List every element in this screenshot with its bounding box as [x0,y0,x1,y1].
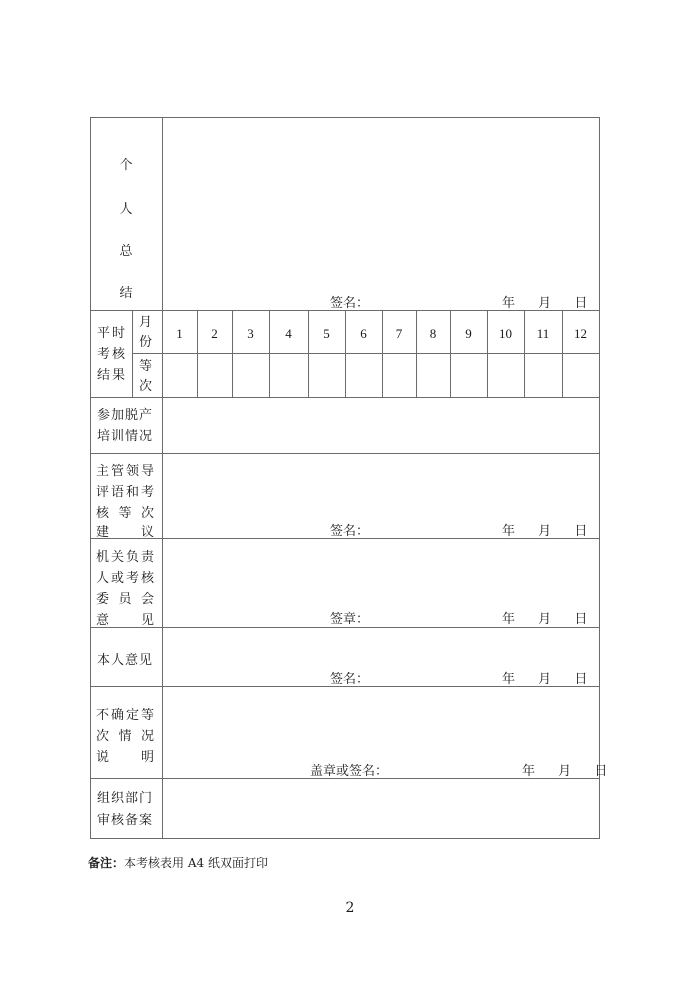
supervisor-label-line: 核 等 次 [96,506,154,521]
month-column-divider [562,310,563,397]
month-label-divider [132,310,133,397]
month-column-divider [524,310,525,397]
filing-label-line: 组织部门 [97,791,154,806]
month-header: 10 [499,326,512,341]
month-column-divider [382,310,383,397]
committee-label-line: 意 见 [96,613,154,628]
month-label-char: 月 [139,315,153,330]
supervisor-signature-label: 签名： [330,524,370,539]
date-day: 日 [574,612,588,627]
row-divider [90,453,600,454]
committee-stamp-label: 签章： [330,612,370,627]
summary-date [502,292,587,311]
regular-label-line: 平时 [97,326,128,341]
month-label-char: 份 [139,335,153,350]
table-border-top [90,117,600,118]
summary-label-char: 结 [119,286,133,301]
month-header: 6 [360,326,367,341]
month-header: 9 [465,326,472,341]
summary-label-char: 个 [119,158,133,173]
undetermined-date [522,760,607,779]
month-column-divider [345,310,346,397]
undetermined-label-line: 次 情 况 [96,729,154,744]
row-divider [132,353,600,354]
month-header: 11 [536,326,550,341]
month-column-divider [197,310,198,397]
month-column-divider [308,310,309,397]
month-header: 1 [176,326,183,341]
date-day: 日 [574,672,588,687]
month-column-divider [232,310,233,397]
date-month: 月 [538,612,552,627]
grade-label-char: 等 [139,359,153,374]
date-day: 日 [574,524,588,539]
table-border-left [90,117,91,838]
personal-opinion-label: 本人意见 [97,653,154,668]
committee-label-line: 人 或 考 核 [96,571,154,586]
month-header: 7 [395,326,403,341]
date-day: 日 [574,296,588,311]
undetermined-label-line: 不 确 定 等 [96,708,154,723]
table-border-right [599,117,600,838]
supervisor-date [502,520,587,539]
date-year: 年 [502,524,516,539]
month-column-divider [450,310,451,397]
training-label-line: 培训情况 [97,429,154,444]
filing-label-line: 审核备案 [97,813,154,828]
month-header: 4 [285,326,292,341]
supervisor-label-line: 建 议 [96,525,154,540]
training-label-line: 参加脱产 [97,408,154,423]
month-column-divider [487,310,488,397]
table-border-bottom [90,838,600,839]
month-header: 8 [429,326,437,341]
summary-label-char: 人 [119,202,133,217]
summary-signature-label: 签名： [330,296,370,311]
row-divider [90,397,600,398]
committee-date [502,608,587,627]
personal-signature-label: 签名： [330,672,370,687]
supervisor-label-line: 评 语 和 考 [96,485,154,500]
committee-label-line: 委 员 会 [96,592,154,607]
label-column-divider [162,117,163,838]
page-number: 2 [345,900,355,916]
summary-label-char: 总 [119,244,133,259]
month-column-divider [416,310,417,397]
month-header: 5 [323,326,330,341]
date-year: 年 [502,612,516,627]
undetermined-signature-label: 盖章或签名： [310,764,389,779]
supervisor-label-line: 主 管 领 导 [96,464,154,479]
month-header: 3 [247,326,254,341]
regular-label-line: 结果 [97,368,128,383]
footnote [88,854,268,871]
committee-label-line: 机 关 负 责 [96,550,154,565]
personal-date [502,668,587,687]
date-day: 日 [594,764,608,779]
month-column-divider [269,310,270,397]
date-year: 年 [502,296,516,311]
date-year: 年 [522,764,536,779]
row-divider [90,627,600,628]
month-header: 12 [574,326,587,341]
date-month: 月 [538,672,552,687]
footnote-prefix: 备注： [88,856,125,870]
date-month: 月 [538,524,552,539]
date-month: 月 [558,764,572,779]
footnote-text: 本考核表用 A4 纸双面打印 [124,856,268,870]
undetermined-label-line: 说 明 [96,750,154,765]
date-year: 年 [502,672,516,687]
regular-label-line: 考核 [97,347,128,362]
month-header: 2 [211,326,218,341]
date-month: 月 [538,296,552,311]
grade-label-char: 次 [139,379,153,394]
